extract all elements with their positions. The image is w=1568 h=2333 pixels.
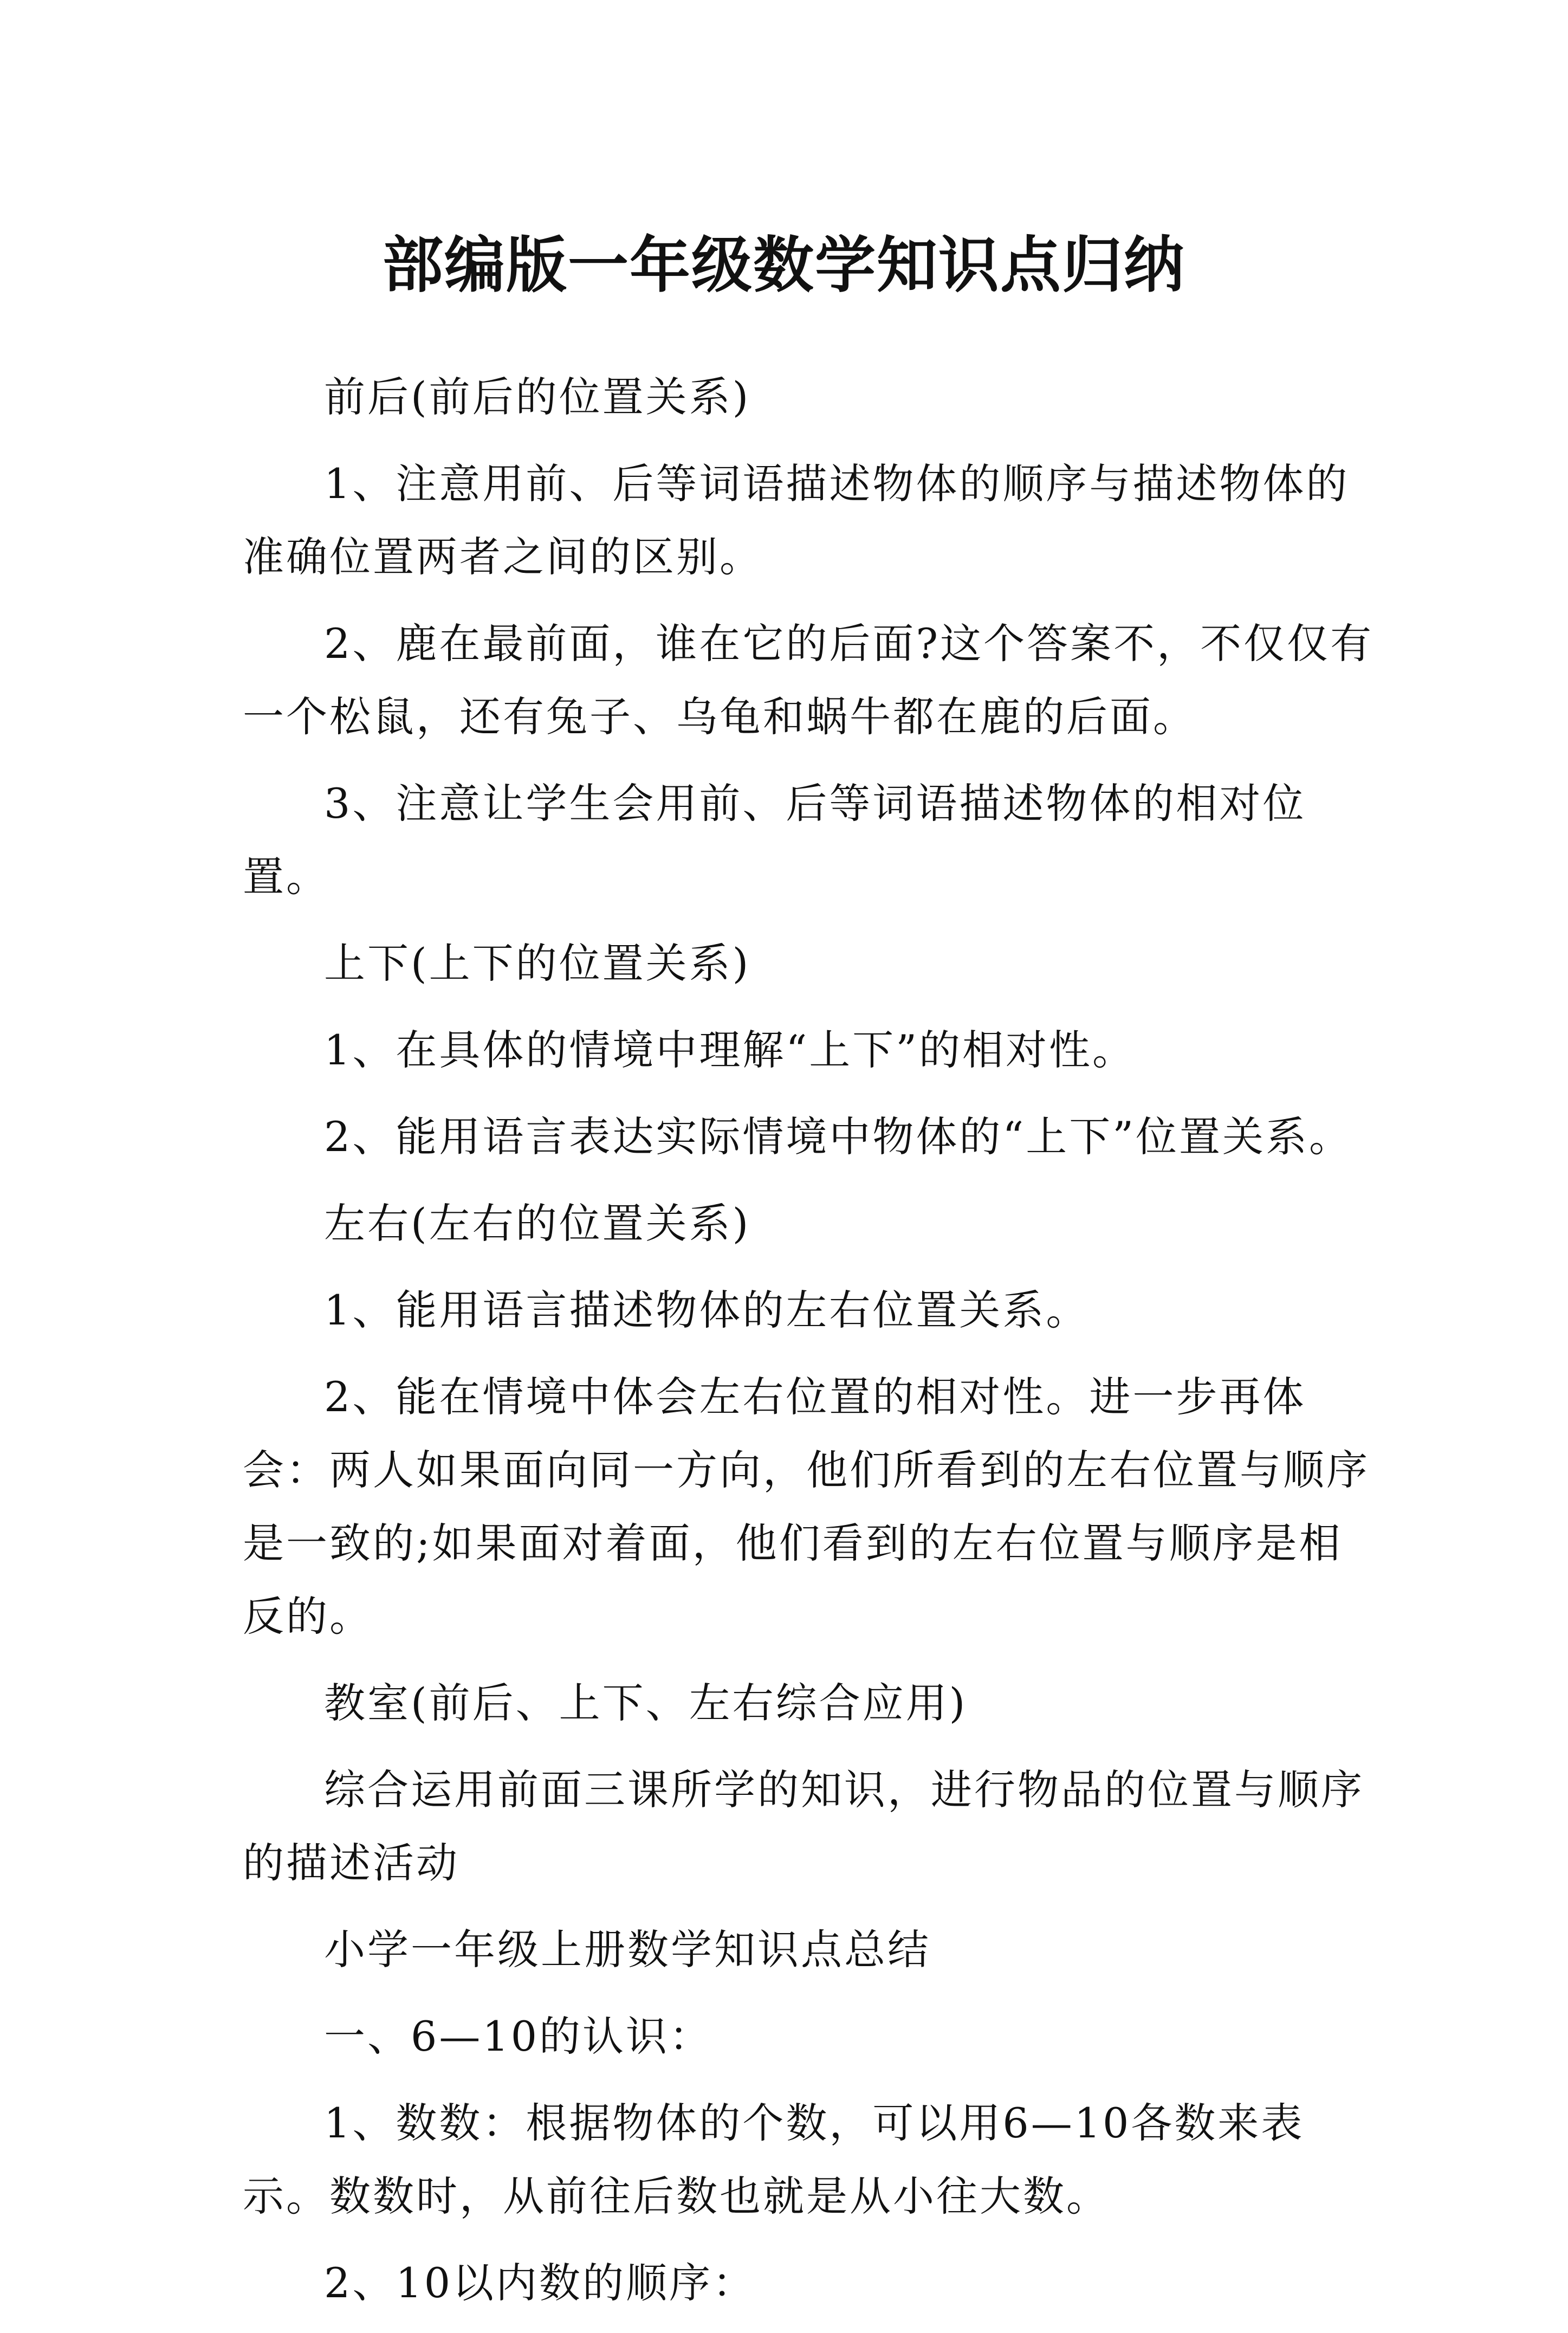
document-body bbox=[243, 360, 1375, 2333]
paragraph: 综合运用前面三课所学的知识，进行物品的位置与顺序的描述活动 bbox=[243, 1766, 1364, 1887]
section-heading-up-down: 上下(上下的位置关系) bbox=[324, 939, 751, 987]
paragraph: 1、在具体的情境中理解“上下”的相对性。 bbox=[324, 1026, 1136, 1074]
paragraph: 2、鹿在最前面，谁在它的后面?这个答案不，不仅仅有一个松鼠，还有兔子、乌龟和蜗牛都在鹿的后面。 bbox=[243, 619, 1374, 741]
paragraph: 2、10以内数的顺序： bbox=[324, 2259, 756, 2307]
paragraph: 3、注意让学生会用前、后等词语描述物体的相对位置。 bbox=[243, 779, 1306, 901]
section-heading-numbers: 一、6—10的认识： bbox=[324, 2012, 713, 2060]
paragraph: 2、能用语言表达实际情境中物体的“上下”位置关系。 bbox=[324, 1113, 1353, 1161]
paragraph: 1、能用语言描述物体的左右位置关系。 bbox=[324, 1286, 1090, 1334]
document-title: 部编版一年级数学知识点归纳 bbox=[383, 230, 1185, 301]
section-heading-summary: 小学一年级上册数学知识点总结 bbox=[324, 1925, 931, 1974]
paragraph: 2、能在情境中体会左右位置的相对性。进一步再体会：两人如果面向同一方向，他们所看到的左右位置与顺序是一致的;如果面对着面，他们看到的左右位置与顺序是相反的。 bbox=[243, 1373, 1370, 1640]
paragraph: 1、注意用前、后等词语描述物体的顺序与描述物体的准确位置两者之间的区别。 bbox=[243, 460, 1350, 581]
section-heading-left-right: 左右(左右的位置关系) bbox=[324, 1199, 751, 1248]
paragraph: 1、数数：根据物体的个数，可以用6—10各数来表示。数数时，从前往后数也就是从小往大数。 bbox=[243, 2099, 1305, 2220]
section-heading-classroom: 教室(前后、上下、左右综合应用) bbox=[324, 1679, 968, 1727]
section-heading-front-back: 前后(前后的位置关系) bbox=[324, 373, 751, 421]
